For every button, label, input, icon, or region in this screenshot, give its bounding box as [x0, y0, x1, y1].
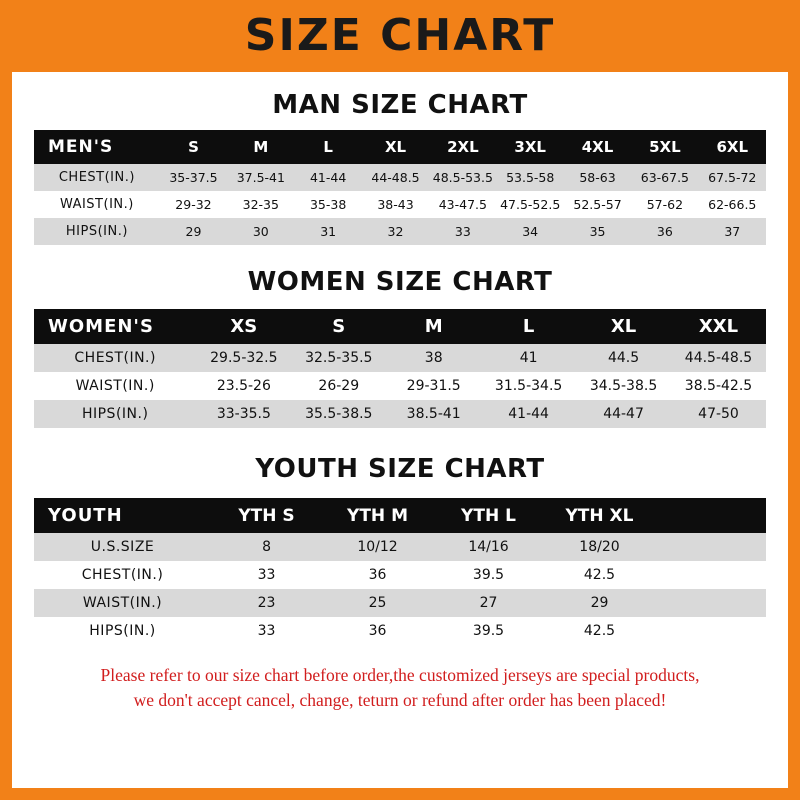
youth-header-label: YOUTH	[48, 505, 123, 526]
table-row	[34, 218, 766, 245]
table-cell: 29-32	[175, 197, 212, 212]
table-cell: 27	[479, 595, 498, 611]
table-row	[34, 372, 766, 400]
women-header-label: WOMEN'S	[48, 316, 154, 337]
man-row-label-waist: WAIST(IN.)	[59, 197, 134, 212]
table-cell: 25	[368, 595, 387, 611]
table-cell: 37.5-41	[236, 170, 285, 185]
table-cell: 10/12	[357, 539, 398, 555]
man-table-body	[34, 164, 766, 245]
table-cell: 47-50	[698, 406, 739, 422]
youth-row-label-ussize: U.S.SIZE	[90, 539, 155, 555]
table-row	[34, 400, 766, 428]
table-cell: 36	[368, 623, 387, 639]
table-cell: 38	[424, 350, 443, 366]
women-row-label-waist: WAIST(IN.)	[75, 378, 155, 394]
table-cell: 18/20	[579, 539, 620, 555]
table-cell: 35-38	[309, 197, 347, 212]
women-header-s: S	[332, 316, 346, 337]
women-header-xxl: XXL	[698, 316, 739, 337]
order-policy-note	[34, 663, 766, 714]
table-cell: 39.5	[472, 623, 505, 639]
man-header-3xl: 3XL	[514, 138, 546, 156]
table-cell: 32	[387, 224, 404, 239]
table-cell: 23.5-26	[216, 378, 271, 394]
table-cell: 23	[257, 595, 276, 611]
man-header-l: L	[323, 138, 333, 156]
table-cell: 34.5-38.5	[589, 378, 658, 394]
youth-row-label-waist: WAIST(IN.)	[82, 595, 163, 611]
table-cell: 48.5-53.5	[432, 170, 493, 185]
table-cell: 38-43	[377, 197, 414, 212]
table-cell: 29-31.5	[406, 378, 461, 394]
table-cell: 39.5	[472, 567, 505, 583]
table-cell: 26-29	[318, 378, 360, 394]
table-row	[34, 344, 766, 372]
table-cell: 37	[724, 224, 741, 239]
man-header-xl: XL	[384, 138, 407, 156]
youth-row-label-hips: HIPS(IN.)	[89, 623, 156, 639]
man-section-title: MAN SIZE CHART	[272, 90, 528, 120]
table-cell: 38.5-42.5	[684, 378, 753, 394]
man-row-label-chest: CHEST(IN.)	[58, 170, 135, 185]
note-line-1: Please refer to our size chart before order,the customized jerseys are special products,	[100, 665, 700, 685]
table-cell: 52.5-57	[573, 197, 622, 212]
table-cell: 36	[656, 224, 673, 239]
women-row-label-hips: HIPS(IN.)	[81, 406, 149, 422]
man-header-s: S	[188, 138, 199, 156]
women-table-head	[34, 309, 766, 344]
table-cell: 58-63	[579, 170, 616, 185]
table-header-row	[34, 309, 766, 344]
table-cell	[655, 561, 766, 589]
table-cell: 33	[257, 623, 276, 639]
table-row	[34, 191, 766, 218]
table-cell: 57-62	[646, 197, 684, 212]
header-band	[0, 0, 800, 72]
table-header-row	[34, 498, 766, 533]
youth-header-xl: YTH XL	[565, 505, 634, 526]
table-cell: 63-67.5	[640, 170, 689, 185]
man-header-5xl: 5XL	[649, 138, 681, 156]
youth-header-s: YTH S	[238, 505, 295, 526]
table-cell: 35-37.5	[169, 170, 218, 185]
youth-header-l: YTH L	[461, 505, 516, 526]
man-header-6xl: 6XL	[716, 138, 749, 156]
table-cell: 41	[519, 350, 538, 366]
table-cell: 32.5-35.5	[305, 350, 373, 366]
women-section-title: WOMEN SIZE CHART	[247, 267, 553, 297]
table-row	[34, 561, 766, 589]
table-cell: 35.5-38.5	[305, 406, 373, 422]
table-cell: 43-47.5	[438, 197, 487, 212]
man-row-label-hips: HIPS(IN.)	[65, 224, 128, 239]
table-header-row	[34, 130, 766, 164]
table-cell	[655, 617, 766, 645]
page-title: SIZE CHART	[244, 10, 556, 61]
table-cell: 53.5-58	[506, 170, 555, 185]
table-cell: 29	[185, 224, 202, 239]
table-row	[34, 617, 766, 645]
women-header-m: M	[424, 316, 443, 337]
table-row	[34, 533, 766, 561]
table-cell: 44-48.5	[371, 170, 420, 185]
content	[12, 90, 788, 714]
women-header-xs: XS	[230, 316, 258, 337]
table-cell: 14/16	[468, 539, 509, 555]
table-cell: 47.5-52.5	[500, 197, 561, 212]
table-cell: 33-35.5	[216, 406, 271, 422]
table-cell: 44.5-48.5	[684, 350, 753, 366]
table-cell: 32-35	[242, 197, 279, 212]
man-header-label: MEN'S	[48, 137, 114, 157]
women-size-table	[34, 309, 766, 428]
man-size-table	[34, 130, 766, 245]
table-cell: 29.5-32.5	[210, 350, 278, 366]
table-cell	[655, 533, 766, 561]
youth-row-label-chest: CHEST(IN.)	[81, 567, 164, 583]
table-cell: 44.5	[607, 350, 640, 366]
youth-header-m: YTH M	[347, 505, 408, 526]
table-cell: 31	[320, 224, 337, 239]
table-cell: 41-44	[508, 406, 549, 422]
women-table-body	[34, 344, 766, 428]
table-row	[34, 589, 766, 617]
man-header-m: M	[253, 138, 269, 156]
table-cell: 35	[589, 224, 606, 239]
table-cell: 62-66.5	[708, 197, 757, 212]
table-cell: 42.5	[583, 623, 616, 639]
table-cell: 34	[522, 224, 539, 239]
table-cell: 33	[257, 567, 276, 583]
table-cell	[655, 589, 766, 617]
women-header-l: L	[522, 316, 535, 337]
table-cell: 29	[590, 595, 609, 611]
youth-table-body	[34, 533, 766, 645]
man-header-2xl: 2XL	[447, 138, 479, 156]
man-header-4xl: 4XL	[581, 138, 614, 156]
table-cell: 36	[368, 567, 387, 583]
table-cell: 42.5	[583, 567, 616, 583]
table-cell: 8	[262, 539, 271, 555]
table-cell: 67.5-72	[708, 170, 757, 185]
table-row	[34, 164, 766, 191]
table-cell: 31.5-34.5	[494, 378, 563, 394]
women-row-label-chest: CHEST(IN.)	[74, 350, 156, 366]
youth-size-table	[34, 498, 766, 645]
table-cell: 33	[454, 224, 471, 239]
youth-table-head	[34, 498, 766, 533]
table-cell: 41-44	[309, 170, 347, 185]
note-line-2: we don't accept cancel, change, teturn or refund after order has been placed!	[133, 690, 667, 711]
table-cell: 30	[252, 224, 269, 239]
youth-section-title: YOUTH SIZE CHART	[255, 454, 545, 484]
table-cell: 44-47	[603, 406, 644, 422]
women-header-xl: XL	[610, 316, 637, 337]
table-cell: 38.5-41	[406, 406, 461, 422]
man-table-head	[34, 130, 766, 164]
youth-header-blank	[655, 498, 766, 533]
